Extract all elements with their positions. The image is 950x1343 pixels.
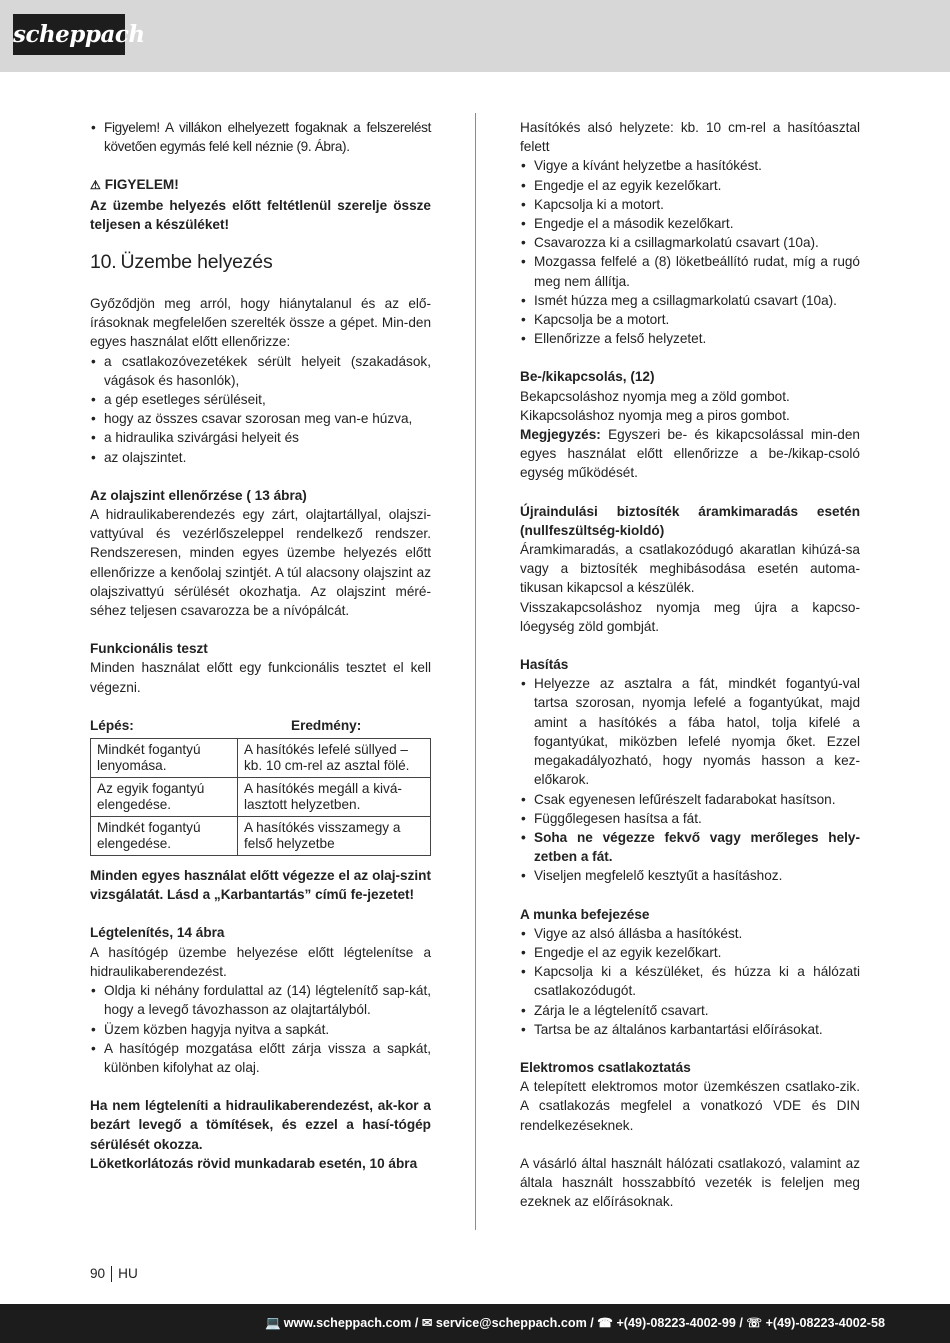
list-item: • Helyezze az asztalra a fát, mindkét fogantyú-val tartsa szorosan, nyomja lefelé a fogantyúkat, majd amint a hasítókés a fába hatol, tolja kifelé a fogantyúkat, miközben lefelé nyomja őket. Ezzel megakadályozható, hogy nyomás hasson a kez-előkarok. — [520, 674, 860, 789]
list-item: • Ismét húzza meg a csillagmarkolatú csavart (10a). — [520, 291, 860, 310]
venting-text: A hasítógép üzembe helyezése előtt légtelenítse a hidraulikaberendezést. — [90, 944, 431, 979]
table-cell-result: A hasítókés lefelé süllyed – kb. 10 cm-rel az asztal fölé. — [238, 739, 431, 778]
table-row — [91, 817, 431, 856]
check-list — [90, 352, 431, 467]
function-test-heading: Funkcionális teszt — [90, 641, 208, 657]
table-column-step: Lépés: — [90, 717, 134, 733]
contact-info: www.scheppach.com / ✉ service@scheppach.com / ☎ +(49)-08223-4002-99 / ☏ +(49)-08223-4002-58 — [283, 1316, 885, 1330]
list-item: • Mozgassa felfelé a (8) löketbeállító rudat, míg a rugó meg nem állítja. — [520, 252, 860, 290]
list-item: • Csak egyenesen lefűrészelt fadarabokat hasítson. — [520, 790, 860, 809]
on-off-heading: Be-/kikapcsolás, (12) — [520, 369, 655, 385]
language-code: HU — [118, 1266, 138, 1281]
function-test-text: Minden használat előtt egy funkcionális tesztet el kell végezni. — [90, 660, 431, 695]
table-column-result: Eredmény: — [291, 717, 362, 733]
list-item: • Figyelem! A villákon elhelyezett fogaknak a felszerelést követően egymás felé kell néznie (9. Ábra). — [90, 118, 431, 156]
venting-list — [90, 981, 431, 1077]
list-item: • Kapcsolja be a motort. — [520, 310, 860, 329]
intro-paragraph: Győződjön meg arról, hogy hiánytalanul és az elő-írásoknak megfelelően szerelték össze a gépet. Min-den egyes használat előtt ellenőrizze: — [90, 296, 431, 350]
finish-work-heading: A munka befejezése — [520, 906, 650, 922]
list-item: • a gép esetleges sérüléseit, — [90, 390, 431, 409]
warning-triangle-icon: ⚠ — [90, 178, 101, 193]
table-cell-step: Mindkét fogantyú lenyomása. — [91, 739, 238, 778]
electrical-connection-text-1: A telepített elektromos motor üzemkészen csatlako-zik. A csatlakozás megfelel a vonatkozó VDE és DIN rendelkezéseknek. — [520, 1079, 860, 1133]
restart-protection-heading: Újraindulási biztosíték áramkimaradás esetén (nullfeszültség-kioldó) — [520, 503, 860, 538]
splitting-list — [520, 674, 860, 885]
page-footer — [90, 1266, 138, 1282]
column-divider — [475, 113, 476, 1230]
oil-check-heading: Az olajszint ellenőrzése ( 13 ábra) — [90, 487, 307, 503]
footer-separator — [111, 1266, 112, 1282]
left-column — [90, 118, 431, 1173]
list-item: • a csatlakozóvezetékek sérült helyeit (szakadások, vágások és hasonlók), — [90, 352, 431, 390]
note-label: Megjegyzés: — [520, 427, 601, 443]
list-item: • Kapcsolja ki a készüléket, és húzza ki a hálózati csatlakozódugót. — [520, 962, 860, 1000]
splitting-heading: Hasítás — [520, 657, 569, 673]
header-bar — [0, 0, 950, 72]
table-header — [90, 716, 431, 735]
list-item: • Viseljen megfelelő kesztyűt a hasításhoz. — [520, 866, 860, 885]
page-number: 90 — [90, 1266, 106, 1281]
stroke-limit-text: Hasítókés alsó helyzete: kb. 10 cm-rel a hasítóasztal felett — [520, 120, 860, 155]
table-cell-step: Mindkét fogantyú elengedése. — [91, 817, 238, 856]
section-title-text: Üzembe helyezés — [120, 251, 273, 274]
list-item: • Engedje el az egyik kezelőkart. — [520, 943, 860, 962]
list-item: • Engedje el az egyik kezelőkart. — [520, 176, 860, 195]
list-item: • hogy az összes csavar szorosan meg van-e húzva, — [90, 409, 431, 428]
list-item: • Vigye az alsó állásba a hasítókést. — [520, 924, 860, 943]
list-item: • Ellenőrizze a felső helyzetet. — [520, 329, 860, 348]
note-text: Egyszeri be- és kikapcsolással min-den egyes használat előtt ellenőrizze a be-/kikap-csoló egység működését. — [520, 427, 860, 481]
table-cell-result: A hasítókés visszamegy a felső helyzetbe — [238, 817, 431, 856]
table-row — [91, 778, 431, 817]
list-item: • az olajszintet. — [90, 448, 431, 467]
list-item: • Vigye a kívánt helyzetbe a hasítókést. — [520, 156, 860, 175]
list-item: • Tartsa be az általános karbantartási előírásokat. — [520, 1020, 860, 1039]
contact-bar — [0, 1304, 950, 1343]
list-item: • Zárja le a légtelenítő csavart. — [520, 1001, 860, 1020]
venting-warning: Ha nem légteleníti a hidraulikaberendezést, ak-kor a bezárt levegő a tömítések, és ezzel a hasí-tógép sérülését okozza. — [90, 1098, 431, 1152]
warning-heading — [90, 175, 431, 195]
table-row — [91, 739, 431, 778]
restart-protection-text-2: Visszakapcsoláshoz nyomja meg újra a kapcso-lóegység zöld gombját. — [520, 599, 860, 634]
list-item: • Engedje el a második kezelőkart. — [520, 214, 860, 233]
intro-bullet-list — [90, 118, 431, 156]
section-title — [90, 250, 431, 274]
computer-icon: 💻 — [265, 1316, 281, 1330]
brand-logo: scheppach — [13, 14, 125, 55]
on-off-line-2: Kikapcsoláshoz nyomja meg a piros gombot. — [520, 407, 790, 423]
list-item: • Soha ne végezze fekvő vagy merőleges hely-zetben a fát. — [520, 828, 860, 866]
list-item: • Függőlegesen hasítsa a fát. — [520, 809, 860, 828]
electrical-connection-text-2: A vásárló által használt hálózati csatlakozó, valamint az általa használt hosszabbító vezeték is feleljen meg ezeknek az előírásoknak. — [520, 1155, 860, 1210]
table-cell-result: A hasítókés megáll a kivá-lasztott helyzetben. — [238, 778, 431, 817]
warning-title: FIGYELEM! — [104, 177, 179, 193]
list-item: • Csavarozza ki a csillagmarkolatú csavart (10a). — [520, 233, 860, 252]
on-off-line-1: Bekapcsoláshoz nyomja meg a zöld gombot. — [520, 388, 790, 404]
venting-heading: Légtelenítés, 14 ábra — [90, 925, 225, 941]
electrical-connection-heading: Elektromos csatlakoztatás — [520, 1059, 691, 1075]
table-cell-step: Az egyik fogantyú elengedése. — [91, 778, 238, 817]
oil-check-note: Minden egyes használat előtt végezze el az olaj-szint vizsgálatát. Lásd a „Karbantartás” című fe-jezetet! — [90, 868, 431, 903]
right-column — [520, 118, 860, 1211]
list-item: • Üzem közben hagyja nyitva a sapkát. — [90, 1020, 431, 1039]
warning-text: Az üzembe helyezés előtt feltétlenül szerelje össze teljesen a készüléket! — [90, 197, 431, 232]
oil-check-text: A hidraulikaberendezés egy zárt, olajtartállyal, olajszi-vattyúval és vezérlőszeleppel rendelkező rendszer. Rendszeresen, minden egyes üzembe helyezés előtt ellenőrizze a kenőolaj szintjét. A túl alacsony olajszint az olajszivattyú sérülését okozhatja. Az olajszint méré-séhez teljesen csavarozza be a nívópálcát. — [90, 507, 431, 619]
function-test-table — [90, 738, 431, 856]
on-off-note — [520, 425, 860, 483]
finish-work-list — [520, 924, 860, 1039]
stroke-limit-heading: Löketkorlátozás rövid munkadarab esetén, 10 ábra — [90, 1155, 418, 1171]
list-item: • a hidraulika szivárgási helyeit és — [90, 428, 431, 447]
section-number: 10. — [90, 251, 117, 274]
stroke-limit-list — [520, 156, 860, 348]
list-item: • Kapcsolja ki a motort. — [520, 195, 860, 214]
restart-protection-text-1: Áramkimaradás, a csatlakozódugó akaratlan kihúzá-sa vagy a biztosíték meghibásodása esetén automa-tikusan kikapcsol a készülék. — [520, 542, 860, 596]
list-item: • Oldja ki néhány fordulattal az (14) légtelenítő sap-kát, hogy a levegő távozhasson az olajtartályból. — [90, 981, 431, 1019]
list-item: • A hasítógép mozgatása előtt zárja vissza a sapkát, különben kifolyhat az olaj. — [90, 1039, 431, 1077]
